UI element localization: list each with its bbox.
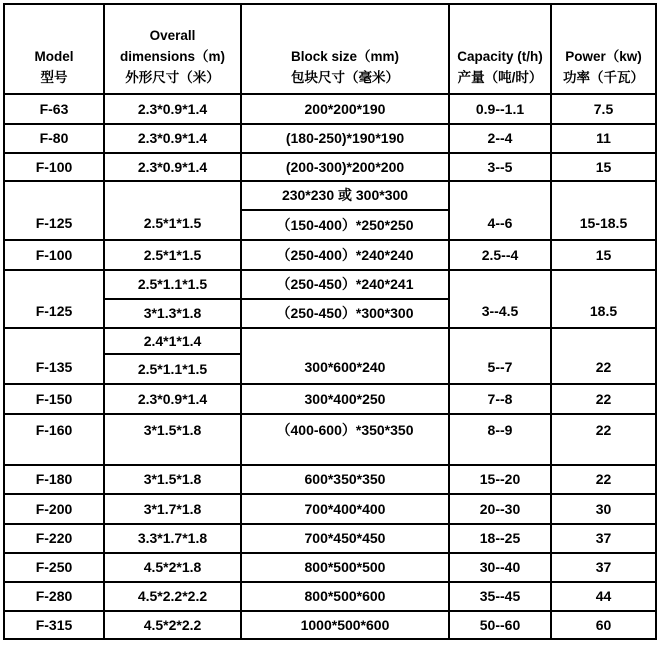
model-cell: F-125 — [4, 181, 104, 240]
capacity-cell: 2.5--4 — [449, 240, 551, 270]
capacity-cell: 30--40 — [449, 553, 551, 582]
model-cell: F-100 — [4, 240, 104, 270]
dimensions-cell: 4.5*2*1.8 — [104, 553, 241, 582]
dimensions-cell: 3*1.7*1.8 — [104, 494, 241, 524]
dimensions-cell: 2.3*0.9*1.4 — [104, 124, 241, 153]
table-row — [4, 328, 656, 354]
capacity-cell: 7--8 — [449, 384, 551, 414]
power-cell: 11 — [551, 124, 656, 153]
dimensions-cell: 4.5*2*2.2 — [104, 611, 241, 639]
power-cell: 30 — [551, 494, 656, 524]
model-header-en: Model — [34, 49, 74, 64]
model-cell: F-63 — [4, 94, 104, 124]
power-cell: 22 — [551, 384, 656, 414]
table-row — [4, 124, 656, 153]
power-cell: 22 — [551, 414, 656, 465]
model-cell: F-150 — [4, 384, 104, 414]
table-row — [4, 524, 656, 553]
block-size-cell: 800*500*600 — [241, 582, 449, 611]
table-row — [4, 494, 656, 524]
table-row — [4, 553, 656, 582]
model-cell: F-125 — [4, 270, 104, 328]
model-cell: F-280 — [4, 582, 104, 611]
dimensions-column-header — [104, 4, 241, 94]
capacity-cell: 3--5 — [449, 153, 551, 181]
dimensions-cell: 3*1.3*1.8 — [104, 299, 241, 328]
dimensions-cell: 3*1.5*1.8 — [104, 414, 241, 465]
capacity-cell: 8--9 — [449, 414, 551, 465]
capacity-cell: 2--4 — [449, 124, 551, 153]
block-size-header-en: Block size（mm) — [290, 49, 400, 64]
block-size-cell: (180-250)*190*190 — [241, 124, 449, 153]
table-row — [4, 94, 656, 124]
block-size-cell: 300*400*250 — [241, 384, 449, 414]
model-cell: F-220 — [4, 524, 104, 553]
table-row — [4, 181, 656, 210]
model-cell: F-135 — [4, 328, 104, 384]
power-cell: 7.5 — [551, 94, 656, 124]
capacity-cell: 0.9--1.1 — [449, 94, 551, 124]
table-row — [4, 582, 656, 611]
dimensions-cell: 2.5*1*1.5 — [104, 240, 241, 270]
dimensions-cell: 2.3*0.9*1.4 — [104, 153, 241, 181]
table-row — [4, 414, 656, 465]
table-row — [4, 465, 656, 494]
capacity-cell: 15--20 — [449, 465, 551, 494]
block-size-cell: 300*600*240 — [241, 328, 449, 384]
block-size-cell: （250-450）*300*300 — [241, 299, 449, 328]
power-cell: 22 — [551, 328, 656, 384]
power-cell: 15-18.5 — [551, 181, 656, 240]
block-size-cell: 700*400*400 — [241, 494, 449, 524]
dimensions-cell: 2.5*1.1*1.5 — [104, 354, 241, 384]
model-cell: F-250 — [4, 553, 104, 582]
block-size-cell: 800*500*500 — [241, 553, 449, 582]
capacity-header-zh: 产量（吨/时） — [457, 70, 543, 85]
power-cell: 22 — [551, 465, 656, 494]
dimensions-cell: 2.5*1*1.5 — [104, 181, 241, 240]
block-size-column-header — [241, 4, 449, 94]
dimensions-cell: 2.3*0.9*1.4 — [104, 94, 241, 124]
block-size-cell: （250-450）*240*241 — [241, 270, 449, 299]
power-column-header — [551, 4, 656, 94]
table-row — [4, 153, 656, 181]
header-row — [4, 4, 656, 94]
capacity-header-en: Capacity (t/h) — [457, 49, 543, 64]
power-cell: 44 — [551, 582, 656, 611]
dimensions-cell: 2.4*1*1.4 — [104, 328, 241, 354]
table-row — [4, 270, 656, 299]
model-cell: F-200 — [4, 494, 104, 524]
model-cell: F-100 — [4, 153, 104, 181]
power-cell: 18.5 — [551, 270, 656, 328]
block-size-header-zh: 包块尺寸（毫米） — [291, 70, 399, 85]
capacity-cell: 35--45 — [449, 582, 551, 611]
capacity-cell: 4--6 — [449, 181, 551, 240]
model-cell: F-80 — [4, 124, 104, 153]
block-size-cell: 600*350*350 — [241, 465, 449, 494]
table-row — [4, 611, 656, 639]
block-size-cell: (200-300)*200*200 — [241, 153, 449, 181]
dimensions-header-en1: Overall — [149, 28, 196, 43]
block-size-cell: 1000*500*600 — [241, 611, 449, 639]
capacity-cell: 3--4.5 — [449, 270, 551, 328]
block-size-cell: （400-600）*350*350 — [241, 414, 449, 465]
block-size-cell: （250-400）*240*240 — [241, 240, 449, 270]
power-cell: 37 — [551, 553, 656, 582]
dimensions-header-zh: 外形尺寸（米） — [125, 70, 220, 85]
capacity-cell: 18--25 — [449, 524, 551, 553]
dimensions-header-en2: dimensions（m) — [119, 49, 225, 64]
dimensions-cell: 3*1.5*1.8 — [104, 465, 241, 494]
dimensions-cell: 2.5*1.1*1.5 — [104, 270, 241, 299]
block-size-cell: 200*200*190 — [241, 94, 449, 124]
table-row — [4, 384, 656, 414]
model-column-header — [4, 4, 104, 94]
power-header-zh: 功率（千瓦） — [563, 70, 644, 85]
power-cell: 15 — [551, 153, 656, 181]
block-size-cell: 230*230 或 300*300 — [241, 181, 449, 210]
model-cell: F-180 — [4, 465, 104, 494]
model-cell: F-315 — [4, 611, 104, 639]
power-cell: 60 — [551, 611, 656, 639]
power-cell: 37 — [551, 524, 656, 553]
dimensions-cell: 2.3*0.9*1.4 — [104, 384, 241, 414]
dimensions-cell: 3.3*1.7*1.8 — [104, 524, 241, 553]
block-size-cell: 700*450*450 — [241, 524, 449, 553]
spec-table — [3, 3, 657, 640]
power-header-en: Power（kw) — [565, 49, 642, 64]
power-cell: 15 — [551, 240, 656, 270]
capacity-column-header — [449, 4, 551, 94]
table-row — [4, 240, 656, 270]
capacity-cell: 20--30 — [449, 494, 551, 524]
model-header-zh: 型号 — [40, 70, 68, 85]
block-size-cell: （150-400）*250*250 — [241, 210, 449, 240]
dimensions-cell: 4.5*2.2*2.2 — [104, 582, 241, 611]
capacity-cell: 50--60 — [449, 611, 551, 639]
model-cell: F-160 — [4, 414, 104, 465]
capacity-cell: 5--7 — [449, 328, 551, 384]
